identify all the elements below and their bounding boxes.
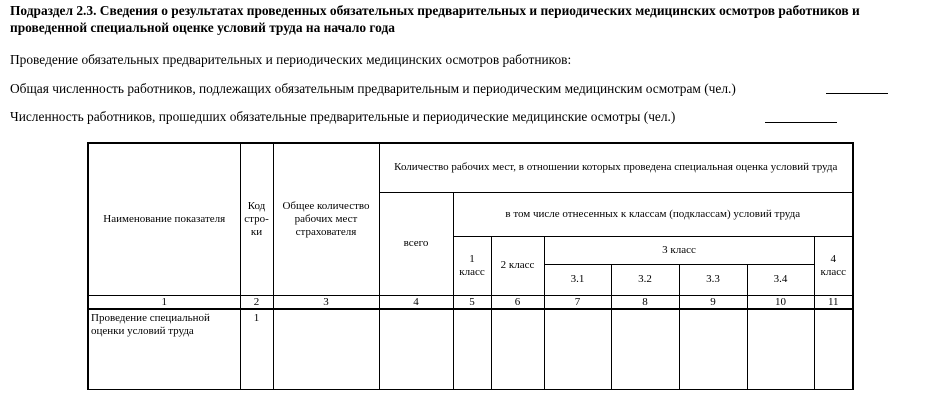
column-number: 3 [273, 295, 379, 309]
passed-workers-field[interactable] [765, 122, 837, 123]
total-workers-field[interactable] [826, 93, 888, 94]
column-number: 1 [88, 295, 240, 309]
passed-workers-label: Численность работников, прошедших обязательные предварительные и периодические медицинские осмотры (чел.) [10, 109, 676, 124]
intro-text: Проведение обязательных предварительных и периодических медицинских осмотров работников: [10, 52, 572, 67]
header-row-code: Код стро-ки [240, 143, 273, 295]
cell-class-3-4[interactable] [747, 309, 814, 389]
column-number: 6 [491, 295, 544, 309]
header-sub-3-4: 3.4 [747, 264, 814, 295]
column-number: 11 [814, 295, 853, 309]
cell-class-3-2[interactable] [611, 309, 679, 389]
column-number: 10 [747, 295, 814, 309]
header-sub-3-1: 3.1 [544, 264, 611, 295]
header-indicator-name: Наименование показателя [88, 143, 240, 295]
section-heading: Подраздел 2.3. Сведения о результатах проведенных обязательных предварительных и периодических медицинских осмотров работников и проведенной специальной оценке условий труда на начало года [10, 3, 860, 35]
header-class-1: 1 класс [453, 236, 491, 295]
cell-class-4[interactable] [814, 309, 853, 389]
header-sub-3-2: 3.2 [611, 264, 679, 295]
column-number: 5 [453, 295, 491, 309]
cell-total-places[interactable] [273, 309, 379, 389]
header-all: всего [379, 192, 453, 295]
row-code: 1 [240, 309, 273, 389]
column-number: 2 [240, 295, 273, 309]
assessment-table [87, 142, 854, 390]
header-assessment-group: Количество рабочих мест, в отношении которых проведена специальная оценка условий труда [379, 143, 853, 192]
header-total-places: Общее количество рабочих мест страхователя [273, 143, 379, 295]
cell-class-3-3[interactable] [679, 309, 747, 389]
header-class-2: 2 класс [491, 236, 544, 295]
total-workers-label: Общая численность работников, подлежащих обязательным предварительным и периодическим медицинским осмотрам (чел.) [10, 81, 736, 96]
header-sub-3-3: 3.3 [679, 264, 747, 295]
cell-class-2[interactable] [491, 309, 544, 389]
cell-class-3-1[interactable] [544, 309, 611, 389]
cell-class-1[interactable] [453, 309, 491, 389]
header-class-4: 4 класс [814, 236, 853, 295]
column-number: 8 [611, 295, 679, 309]
header-class-3: 3 класс [544, 236, 814, 264]
column-number: 4 [379, 295, 453, 309]
header-classes-group: в том числе отнесенных к классам (подклассам) условий труда [453, 192, 853, 236]
cell-all[interactable] [379, 309, 453, 389]
column-number: 7 [544, 295, 611, 309]
column-number: 9 [679, 295, 747, 309]
row-indicator-name: Проведение специальной оценки условий труда [88, 309, 240, 389]
